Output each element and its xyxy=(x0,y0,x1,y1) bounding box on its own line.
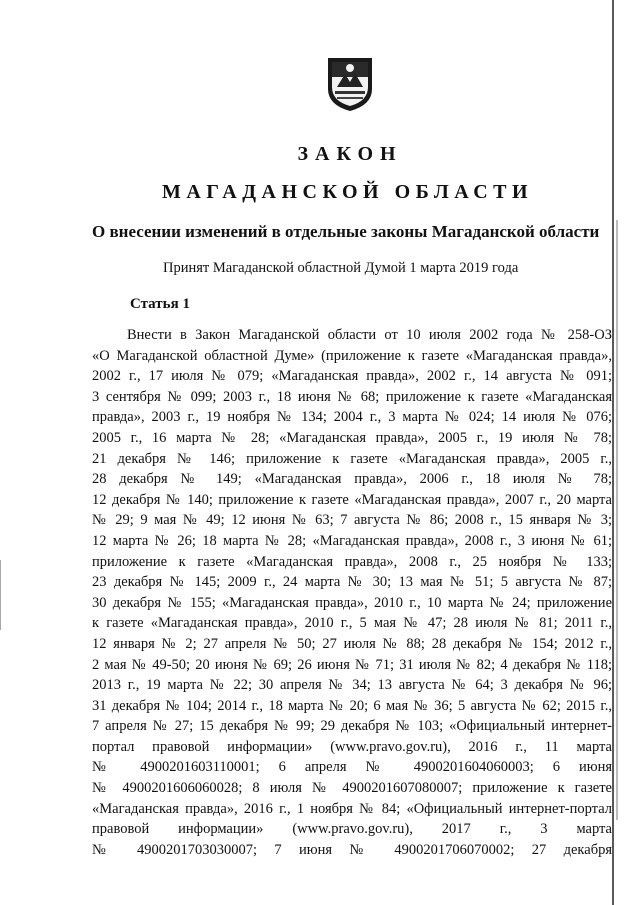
article-text-line: 12 декабря № 140; приложение к газете «Магаданская правда», 2007 г., 20 марта xyxy=(92,491,612,508)
article-text-line: 3 сентября № 099; 2003 г., 18 июня № 68; приложение к газете «Магаданская xyxy=(92,388,612,405)
article-text-line: Внести в Закон Магаданской области от 10 июля 2002 года № 258-ОЗ xyxy=(127,327,612,343)
article-text-line: № 29; 9 мая № 49; 12 июня № 63; 7 августа № 86; 2008 г., 15 января № 3; xyxy=(92,512,612,529)
article-text-line: «О Магаданской областной Думе» (приложение к газете «Магаданская правда», xyxy=(92,347,612,364)
article-text-line: к газете «Магаданская правда», 2010 г., 5 мая № 47; 28 июля № 81; 2011 г., xyxy=(92,615,612,632)
article-heading: Статья 1 xyxy=(130,296,190,312)
article-text-line: правда», 2003 г., 19 ноября № 134; 2004 г., 3 марта № 024; 14 июля № 076; xyxy=(92,409,612,426)
law-title: ЗАКОН xyxy=(297,143,403,165)
article-text-line: 23 декабря № 145; 2009 г., 24 марта № 30; 13 мая № 51; 5 августа № 87; xyxy=(92,574,612,591)
article-text-line: № 4900201603110001; 6 апреля № 4900201604060003; 6 июня xyxy=(92,759,612,776)
article-text-line: 2005 г., 16 марта № 28; «Магаданская правда», 2005 г., 19 июля № 78; xyxy=(92,429,612,446)
article-text-line: 2 мая № 49-50; 20 июня № 69; 26 июня № 71; 31 июля № 82; 4 декабря № 118; xyxy=(92,656,612,673)
article-text-line: 2013 г., 19 марта № 22; 30 апреля № 34; 13 августа № 64; 3 декабря № 96; xyxy=(92,677,612,694)
adoption-note: Принят Магаданской областной Думой 1 марта 2019 года xyxy=(163,260,519,276)
article-text-line: 12 марта № 26; 18 марта № 28; «Магаданская правда», 2008 г., 3 июня № 61; xyxy=(92,532,612,549)
page-edge-line xyxy=(612,0,614,905)
article-text-line: 7 апреля № 27; 15 декабря № 99; 29 декабря № 103; «Официальный интернет- xyxy=(92,718,612,735)
article-text-line: № 4900201703030007; 7 июня № 4900201706070002; 27 декабря xyxy=(92,841,612,858)
law-subject: О внесении изменений в отдельные законы Магаданской области xyxy=(92,222,600,241)
region-title: МАГАДАНСКОЙ ОБЛАСТИ xyxy=(161,181,534,203)
page-edge-shadow xyxy=(616,220,618,820)
article-text-line: 31 декабря № 104; 2014 г., 18 марта № 20; 6 мая № 36; 5 августа № 62; 2015 г., xyxy=(92,697,612,714)
article-text-line: портал правовой информации» (www.pravo.gov.ru), 2016 г., 11 марта xyxy=(92,738,612,755)
article-text-line: № 4900201606060028; 8 июля № 4900201607080007; приложение к газете xyxy=(92,780,612,797)
article-text-line: 30 декабря № 155; «Магаданская правда», 2010 г., 10 марта № 24; приложение xyxy=(92,594,612,611)
article-text-line: 21 декабря № 146; приложение к газете «Магаданская правда», 2005 г., xyxy=(92,450,612,467)
scan-fold-mark xyxy=(0,560,1,630)
coat-of-arms-icon xyxy=(325,55,375,113)
article-body xyxy=(92,325,612,860)
article-text-line: «Магаданская правда», 2016 г., 1 ноября № 84; «Официальный интернет-портал xyxy=(92,800,612,817)
article-text-line: 12 января № 2; 27 апреля № 50; 27 июля № 88; 28 декабря № 154; 2012 г., xyxy=(92,635,612,652)
article-text-line: приложение к газете «Магаданская правда», 2008 г., 25 ноября № 133; xyxy=(92,553,612,570)
article-text-line: 28 декабря № 149; «Магаданская правда», 2006 г., 18 июля № 78; xyxy=(92,471,612,488)
article-text-line: правовой информации» (www.pravo.gov.ru), 2017 г., 3 марта xyxy=(92,821,612,838)
article-text-line: 2002 г., 17 июля № 079; «Магаданская правда», 2002 г., 14 августа № 091; xyxy=(92,368,612,385)
